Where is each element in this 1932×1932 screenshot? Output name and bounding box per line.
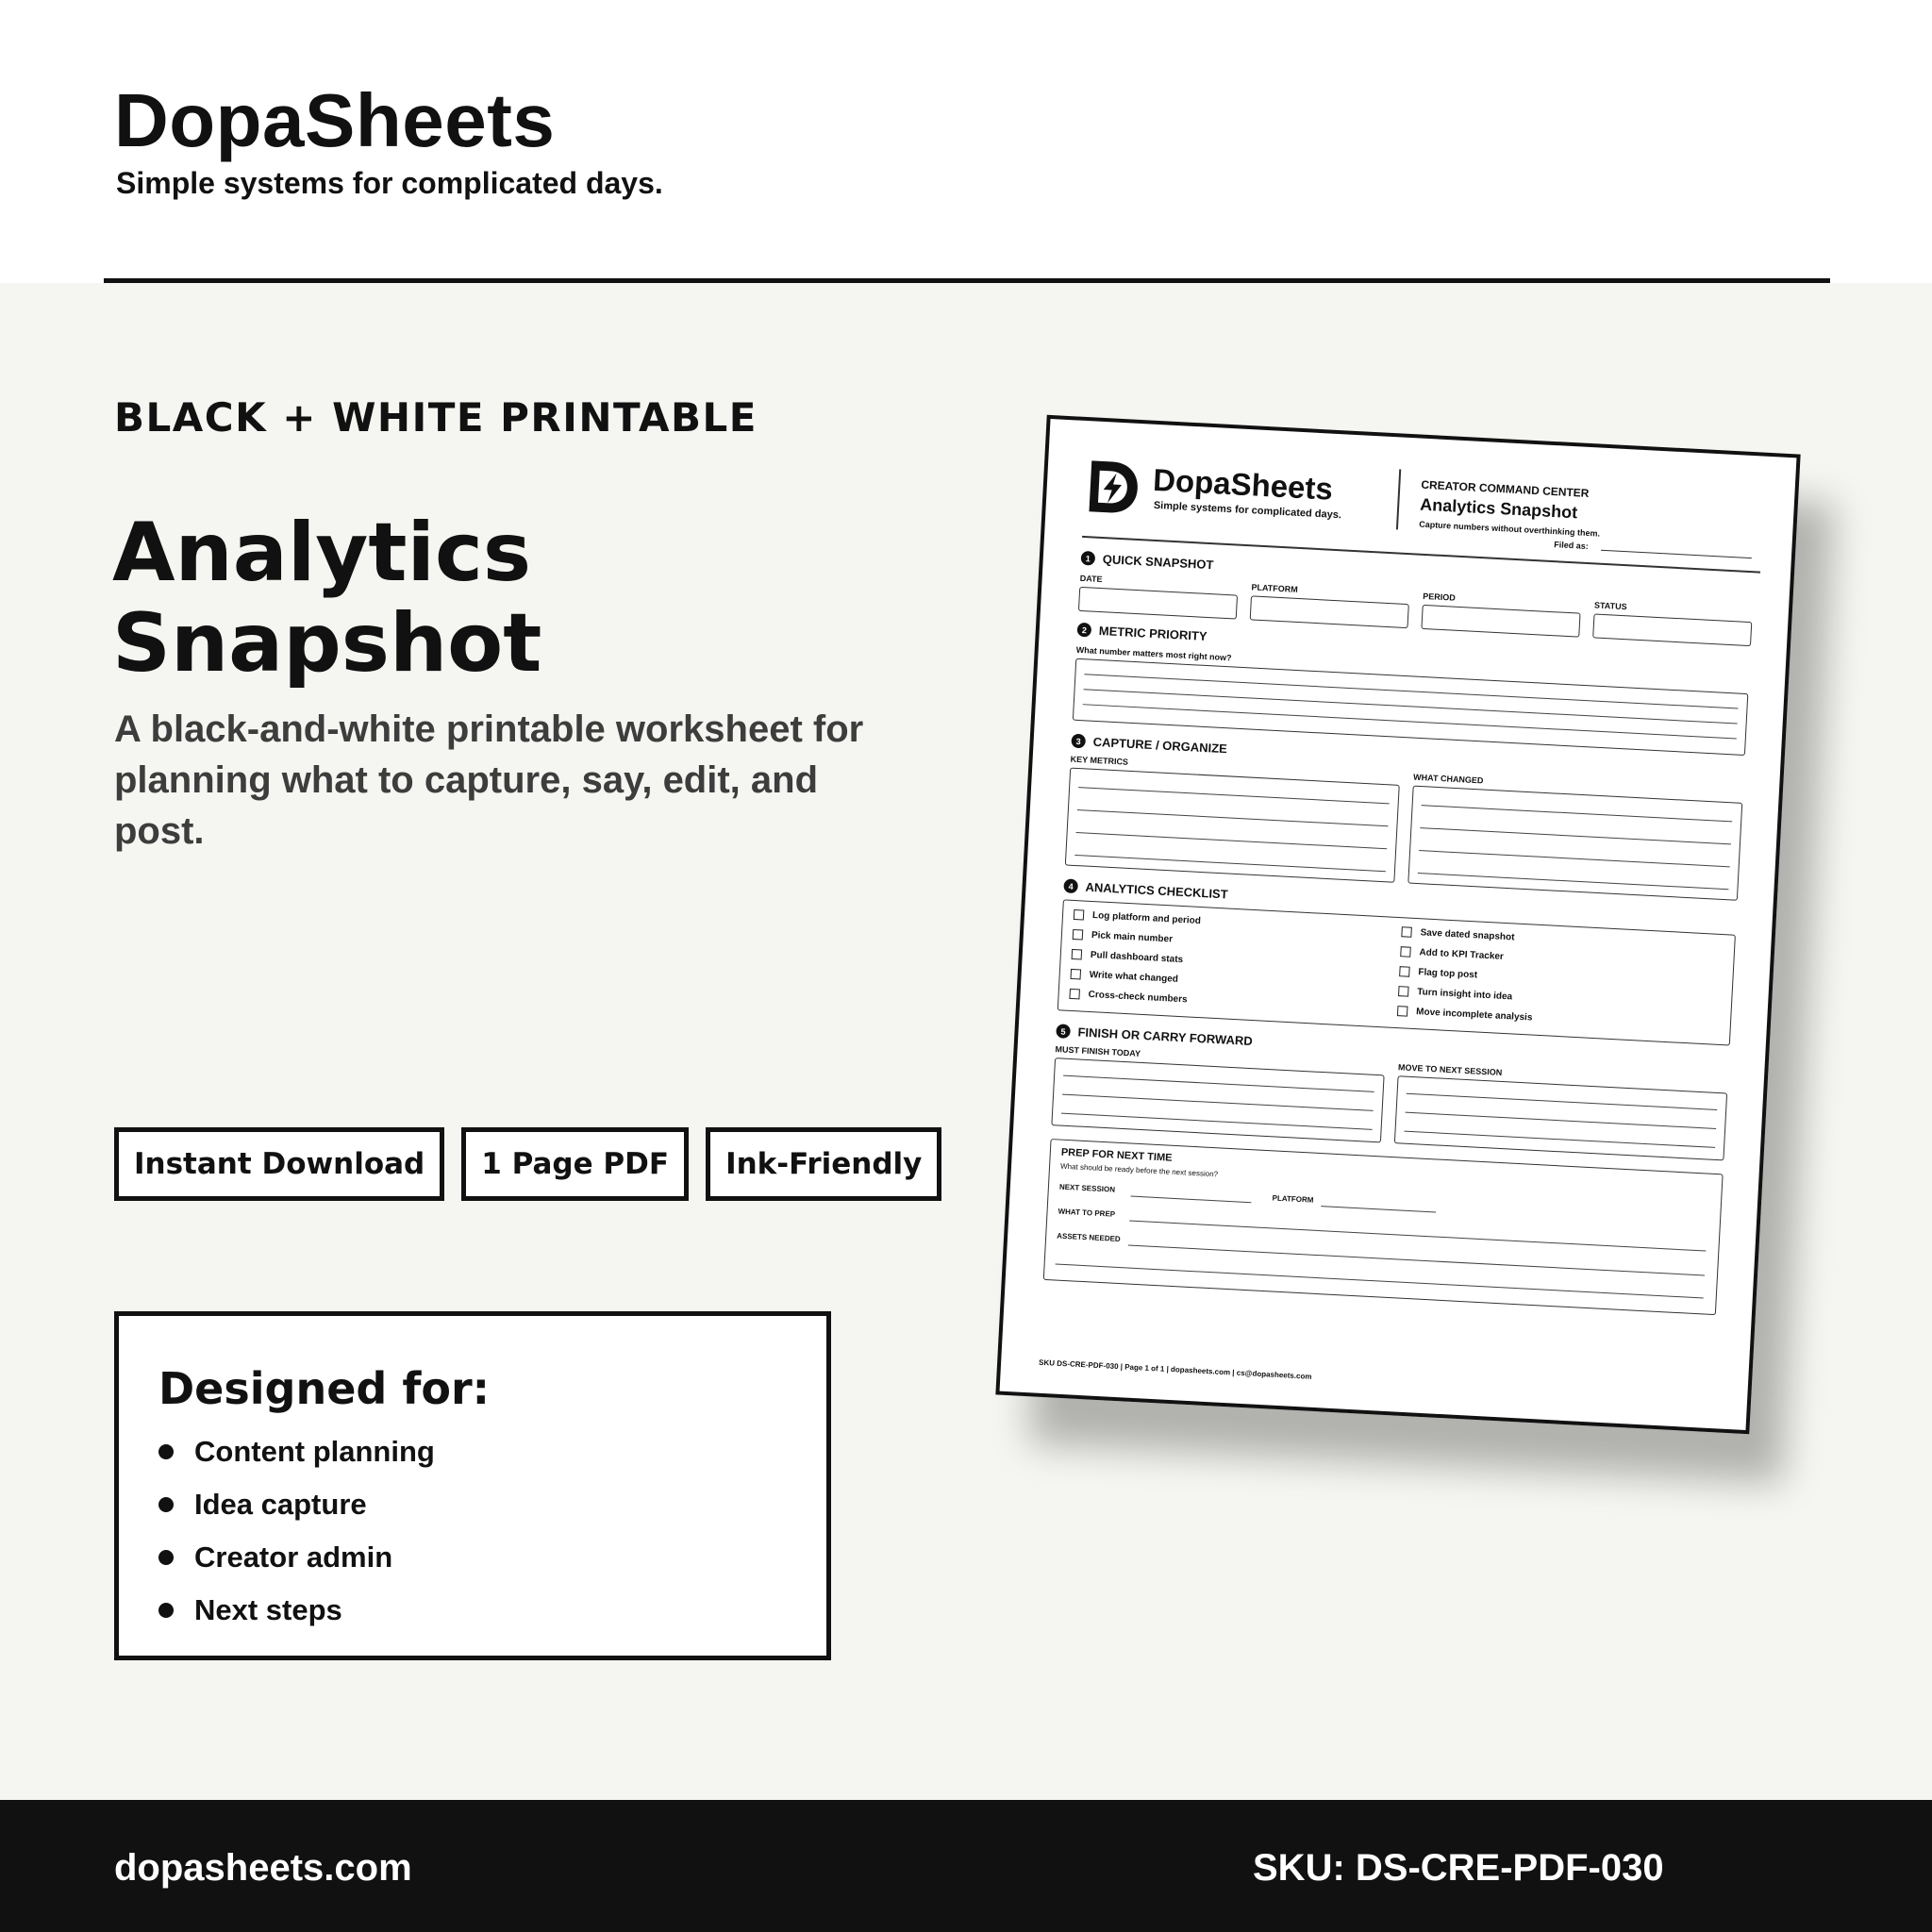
checklist-item: Pick main number — [1073, 929, 1174, 945]
prep-platform-label: PLATFORM — [1272, 1193, 1314, 1205]
list-item: Idea capture — [158, 1478, 789, 1531]
brand-tagline: Simple systems for complicated days. — [116, 166, 663, 200]
section-finish-or-carry-forward: 5 FINISH OR CARRY FORWARD — [1056, 1024, 1253, 1048]
checkbox-icon — [1399, 966, 1410, 977]
section-analytics-checklist: 4 ANALYTICS CHECKLIST — [1063, 878, 1228, 901]
footer-website: dopasheets.com — [114, 1847, 412, 1889]
product-kicker: BLACK + WHITE PRINTABLE — [114, 394, 758, 441]
product-title — [112, 508, 541, 689]
checkbox-icon — [1398, 986, 1409, 997]
section-number: 1 — [1080, 551, 1095, 566]
section-metric-priority: 2 METRIC PRIORITY — [1077, 623, 1208, 643]
product-title-line-1: Analytics — [112, 506, 532, 600]
section-number: 3 — [1071, 734, 1086, 749]
badge-page-count: 1 Page PDF — [461, 1127, 689, 1201]
list-item: Content planning — [158, 1425, 789, 1478]
checkbox-icon — [1397, 1006, 1408, 1017]
field-label-status: STATUS — [1593, 600, 1627, 612]
what-changed-box — [1407, 786, 1742, 901]
worksheet-header-divider — [1396, 469, 1401, 529]
section-number: 4 — [1063, 878, 1078, 893]
worksheet-category: CREATOR COMMAND CENTER — [1421, 477, 1590, 500]
platform-field — [1250, 595, 1409, 628]
header — [0, 0, 1932, 283]
checkbox-icon — [1070, 969, 1081, 980]
worksheet-page — [995, 415, 1800, 1434]
footer-bar — [0, 1800, 1932, 1932]
section-capture-organize: 3 CAPTURE / ORGANIZE — [1071, 734, 1227, 757]
prep-prompt: What should be ready before the next session? — [1059, 1161, 1219, 1179]
prep-title: PREP FOR NEXT TIME — [1060, 1146, 1173, 1164]
worksheet-footer: SKU DS-CRE-PDF-030 | Page 1 of 1 | dopasheets.com | cs@dopasheets.com — [1038, 1357, 1312, 1381]
feature-badges — [114, 1127, 941, 1201]
next-session-label: NEXT SESSION — [1058, 1182, 1116, 1194]
worksheet-title: Analytics Snapshot — [1419, 494, 1578, 523]
date-field — [1078, 587, 1238, 620]
key-metrics-box — [1065, 768, 1400, 883]
what-to-prep-label: WHAT TO PREP — [1058, 1207, 1116, 1219]
bullet-icon — [158, 1497, 174, 1512]
designed-for-list — [158, 1425, 789, 1637]
key-metrics-label: KEY METRICS — [1070, 754, 1129, 767]
footer-sku: SKU: DS-CRE-PDF-030 — [1253, 1847, 1664, 1889]
dopasheets-logo-icon — [1083, 457, 1142, 518]
field-label-platform: PLATFORM — [1251, 582, 1299, 594]
checkbox-icon — [1072, 949, 1083, 960]
checklist-item: Save dated snapshot — [1401, 926, 1514, 942]
bullet-icon — [158, 1550, 174, 1565]
what-changed-label: WHAT CHANGED — [1412, 772, 1484, 786]
list-item: Next steps — [158, 1584, 789, 1637]
filed-as-label: Filed as: — [1554, 540, 1590, 552]
checklist-item: Turn insight into idea — [1398, 986, 1512, 1002]
bullet-icon — [158, 1444, 174, 1459]
bullet-icon — [158, 1603, 174, 1618]
must-finish-today-label: MUST FINISH TODAY — [1055, 1044, 1141, 1058]
field-label-period: PERIOD — [1422, 591, 1456, 603]
checklist-item: Log platform and period — [1074, 909, 1201, 926]
checklist-item: Cross-check numbers — [1069, 989, 1187, 1006]
field-label-date: DATE — [1079, 573, 1103, 585]
checklist-item: Pull dashboard stats — [1072, 949, 1184, 965]
move-to-next-session-label: MOVE TO NEXT SESSION — [1397, 1062, 1503, 1077]
prep-for-next-time-box — [1043, 1139, 1724, 1315]
section-number: 2 — [1077, 623, 1092, 638]
checkbox-icon — [1074, 909, 1085, 921]
badge-ink-friendly: Ink-Friendly — [706, 1127, 941, 1201]
period-field — [1421, 605, 1580, 638]
designed-for-panel — [114, 1311, 831, 1660]
checkbox-icon — [1069, 989, 1080, 1000]
checklist-item: Flag top post — [1399, 966, 1477, 980]
worksheet-preview — [995, 415, 1800, 1434]
list-item: Creator admin — [158, 1531, 789, 1584]
checklist-item: Add to KPI Tracker — [1400, 946, 1504, 962]
designed-for-title: Designed for: — [158, 1363, 491, 1414]
badge-instant-download: Instant Download — [114, 1127, 444, 1201]
checkbox-icon — [1073, 929, 1084, 941]
product-title-line-2: Snapshot — [112, 596, 542, 691]
header-divider — [104, 278, 1830, 283]
section-number: 5 — [1056, 1024, 1071, 1039]
checklist-item: Write what changed — [1070, 969, 1178, 985]
move-to-next-session-box — [1394, 1075, 1727, 1160]
assets-needed-label: ASSETS NEEDED — [1056, 1231, 1121, 1244]
worksheet-subtitle: Capture numbers without overthinking them. — [1418, 519, 1601, 539]
worksheet-brand: DopaSheets — [1152, 461, 1334, 507]
metric-priority-prompt: What number matters most right now? — [1075, 644, 1232, 663]
checkbox-icon — [1401, 926, 1412, 938]
worksheet-tagline: Simple systems for complicated days. — [1153, 499, 1342, 522]
must-finish-today-box — [1051, 1058, 1384, 1142]
brand-name: DopaSheets — [114, 78, 556, 162]
checkbox-icon — [1400, 946, 1411, 958]
status-field — [1592, 613, 1752, 646]
section-quick-snapshot: 1 QUICK SNAPSHOT — [1080, 551, 1213, 572]
product-description: A black-and-white printable worksheet for planning what to capture, say, edit, and post. — [114, 708, 864, 852]
filed-as-line — [1601, 550, 1752, 558]
checklist-item: Move incomplete analysis — [1397, 1006, 1533, 1023]
